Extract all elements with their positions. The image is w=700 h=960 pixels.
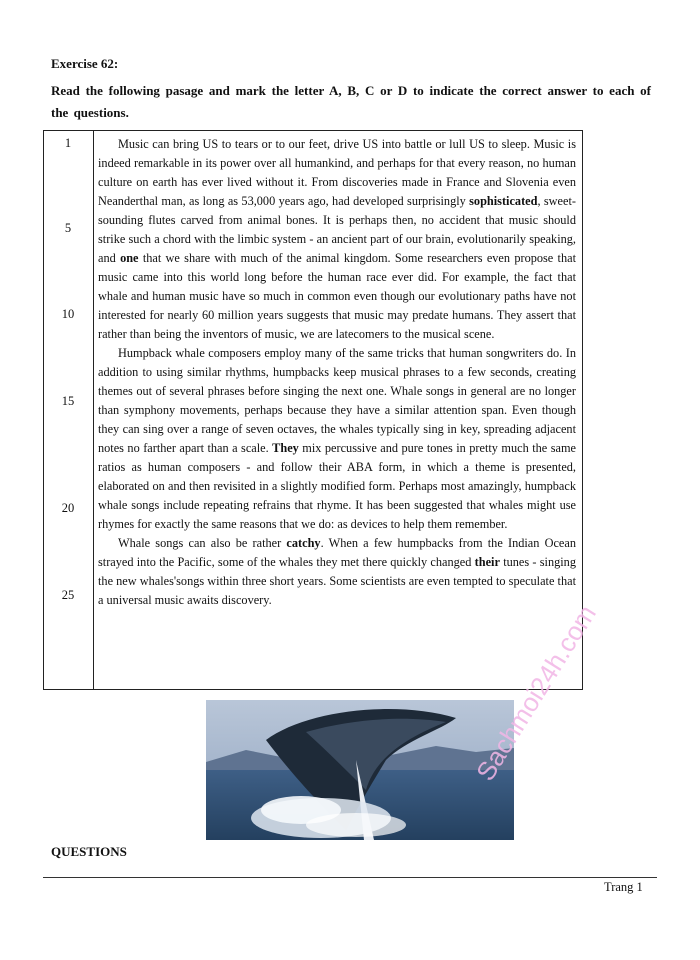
questions-heading: QUESTIONS [51,844,127,859]
passage-text: Music can bring US to tears or to our feet, drive US into battle or lull US to sleep. Music is indeed remarkable in its power over all humankind, and perhaps for that every reason, no human culture on earth has ever lived without it. From discoveries made in France and Slovenia even Neanderthal man, as long as 53,000 years ago, had developed surprisingly [98,137,576,208]
passage-text: Humpback whale composers employ many of the same tricks that human songwriters do. In addition to using similar rhythms, humpbacks keep musical phrases to a few seconds, creating themes out of several phrases before singing the next one. Whale songs in general are no longer than symphony movements, perhaps because they have a similar attention span. Even though they can sing over a range of seven octaves, the whales typically sing in key, spreading adjacent notes no farther apart than a scale. [98,346,576,455]
line-number: 10 [61,307,75,321]
exercise-title: Exercise 62: [51,56,119,71]
passage-text: tunes - singing the new whales'songs within three short years. Some scientists are even tempted to speculate that a universal music awaits discovery. [98,555,576,607]
whale-image [206,700,514,840]
passage-text: . When a few humpbacks from the Indian Ocean strayed into the Pacific, some of the whales they met there quickly changed [98,536,576,569]
passage-text: , sweet-sounding flutes carved from animal bones. It is perhaps then, no accident that music should strike such a chord with the limbic system - an ancient part of our brain, evolutionarily speaking, and [98,194,576,265]
humpback-whale-photo-icon [206,700,514,840]
paragraph-2 [98,344,576,534]
highlighted-word: one [120,251,139,265]
line-number: 5 [64,221,72,235]
line-number: 15 [61,394,75,408]
paragraph-3 [98,534,576,610]
passage-text: that we share with much of the animal kingdom. Some researchers even propose that music came into this world long before the human race ever did. For example, the fact that whale and human music have so much in common even though our evolutionary paths have not interested for nearly 60 million years suggests that music may predate humans. They assert that rather than being the inventors of music, we are latecomers to the musical scene. [98,251,576,341]
reading-passage [98,135,576,610]
line-number: 1 [64,136,72,150]
passage-text: mix percussive and pure tones in pretty much the same ratios as human composers - and follow their ABA form, in which a theme is presented, elaborated on and then revisited in a slightly modified form. Perhaps most amazingly, humpback whale songs include repeating refrains that rhyme. It has been suggested that whales might use rhymes for exactly the same reasons that we do: as devices to help them remember. [98,441,576,531]
highlighted-word: their [474,555,500,569]
page-number: Trang 1 [604,880,643,894]
line-number: 25 [61,588,75,602]
column-divider [93,131,94,689]
passage-table [43,130,583,690]
passage-text: Whale songs can also be rather [118,536,287,550]
paragraph-1 [98,135,576,344]
line-number: 20 [61,501,75,515]
instruction: Read the following pasage and mark the letter A, B, C or D to indicate the correct answer to each of the questions. [51,83,651,120]
highlighted-word: catchy [286,536,321,550]
highlighted-word: sophisticated [469,194,538,208]
watermark: Sachmoi24h.com [470,599,602,786]
highlighted-word: They [272,441,299,455]
footer-rule [43,877,657,878]
